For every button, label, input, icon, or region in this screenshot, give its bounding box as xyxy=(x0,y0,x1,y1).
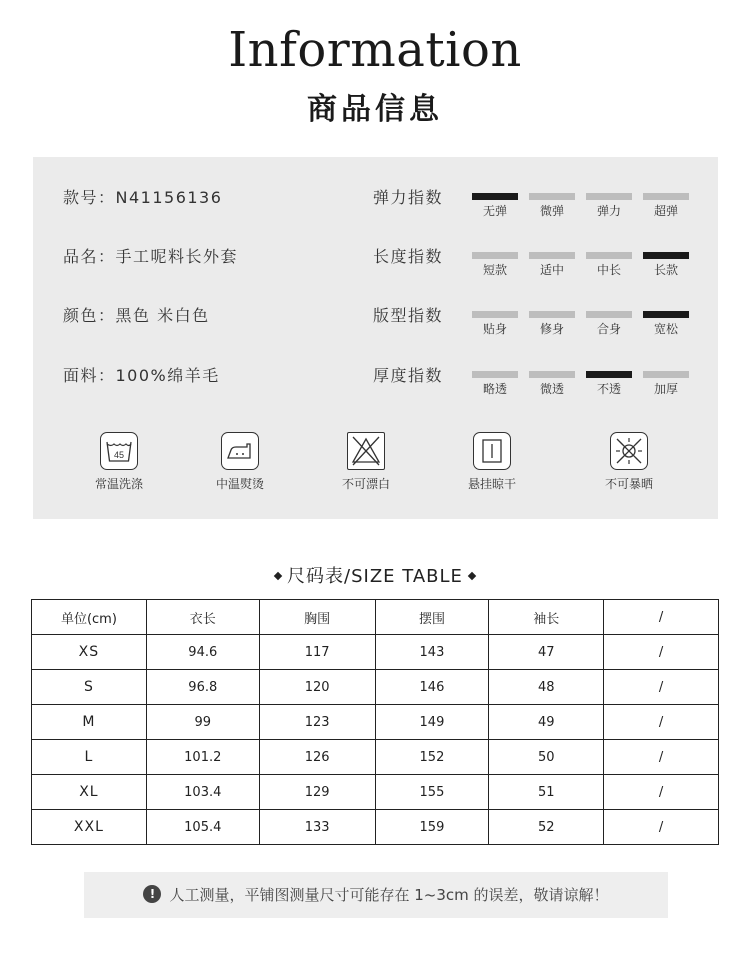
table-row xyxy=(32,635,719,670)
notice-text: 人工测量，平铺图测量尺寸可能存在 1~3cm 的误差，敬请谅解！ xyxy=(169,886,609,904)
length-index-label: 长度指数 xyxy=(373,247,444,266)
page-title-cn: 商品信息 xyxy=(307,92,443,127)
table-cell: 120 xyxy=(259,670,375,705)
table-header-row xyxy=(32,600,719,635)
info-row-elasticity xyxy=(33,187,718,227)
product-info-panel xyxy=(33,157,718,519)
scale-segment: 修身 xyxy=(529,311,575,337)
table-cell: 94.6 xyxy=(146,635,259,670)
table-cell: 123 xyxy=(259,705,375,740)
size-cell: XL xyxy=(32,775,147,810)
table-cell: 52 xyxy=(489,810,604,845)
scale-segment: 短款 xyxy=(472,252,518,278)
table-cell: 47 xyxy=(489,635,604,670)
care-label: 常温洗涤 xyxy=(94,477,143,491)
table-cell: 159 xyxy=(375,810,489,845)
style-number: 款号：N41156136 xyxy=(63,188,223,207)
header-cell: 胸围 xyxy=(259,600,375,635)
header-cell: 袖长 xyxy=(489,600,604,635)
info-row-fit xyxy=(33,305,718,345)
product-name: 品名：手工呢料长外套 xyxy=(63,247,239,266)
care-iron xyxy=(195,432,285,492)
fit-scale xyxy=(472,311,692,341)
thickness-index-label: 厚度指数 xyxy=(373,366,444,385)
no-sun-icon xyxy=(610,432,648,470)
svg-text:45: 45 xyxy=(113,450,125,460)
elasticity-index-label: 弹力指数 xyxy=(373,188,444,207)
diamond-icon xyxy=(274,571,282,579)
table-cell: 96.8 xyxy=(146,670,259,705)
table-cell: 51 xyxy=(489,775,604,810)
product-color: 颜色：黑色 米白色 xyxy=(63,306,210,325)
table-cell: / xyxy=(604,670,719,705)
table-cell: 152 xyxy=(375,740,489,775)
scale-segment: 无弹 xyxy=(472,193,518,219)
thickness-scale xyxy=(472,371,692,401)
scale-segment: 微弹 xyxy=(529,193,575,219)
scale-segment: 加厚 xyxy=(643,371,689,397)
table-cell: 155 xyxy=(375,775,489,810)
table-cell: 49 xyxy=(489,705,604,740)
hang-dry-icon xyxy=(473,432,511,470)
care-label: 不可暴晒 xyxy=(604,477,653,491)
size-cell: XXL xyxy=(32,810,147,845)
care-label: 中温熨烫 xyxy=(215,477,264,491)
size-table xyxy=(31,599,719,845)
scale-segment: 适中 xyxy=(529,252,575,278)
care-sun xyxy=(584,432,674,492)
table-cell: 143 xyxy=(375,635,489,670)
size-cell: L xyxy=(32,740,147,775)
table-cell: 117 xyxy=(259,635,375,670)
scale-segment: 宽松 xyxy=(643,311,689,337)
care-label: 不可漂白 xyxy=(341,477,390,491)
info-row-thickness xyxy=(33,365,718,405)
length-scale xyxy=(472,252,692,282)
table-cell: 146 xyxy=(375,670,489,705)
table-cell: 101.2 xyxy=(146,740,259,775)
fit-index-label: 版型指数 xyxy=(373,306,444,325)
measurement-notice xyxy=(84,872,668,918)
table-cell: 133 xyxy=(259,810,375,845)
exclamation-icon: ! xyxy=(143,885,161,903)
table-row xyxy=(32,705,719,740)
scale-segment: 贴身 xyxy=(472,311,518,337)
care-label: 悬挂晾干 xyxy=(467,477,516,491)
wash-45-icon xyxy=(100,432,138,470)
size-table-title: 尺码表/SIZE TABLE xyxy=(0,562,750,588)
iron-medium-icon xyxy=(221,432,259,470)
table-cell: 149 xyxy=(375,705,489,740)
table-cell: 103.4 xyxy=(146,775,259,810)
table-cell: / xyxy=(604,810,719,845)
elasticity-scale xyxy=(472,193,692,223)
header-cell: / xyxy=(604,600,719,635)
table-row xyxy=(32,670,719,705)
size-cell: S xyxy=(32,670,147,705)
product-fabric: 面料：100%绵羊毛 xyxy=(63,366,220,385)
table-cell: / xyxy=(604,635,719,670)
scale-segment: 超弹 xyxy=(643,193,689,219)
scale-segment: 略透 xyxy=(472,371,518,397)
table-cell: 105.4 xyxy=(146,810,259,845)
table-cell: 99 xyxy=(146,705,259,740)
no-bleach-icon xyxy=(347,432,385,470)
scale-segment: 长款 xyxy=(643,252,689,278)
table-cell: 129 xyxy=(259,775,375,810)
info-row-length xyxy=(33,246,718,286)
table-cell: / xyxy=(604,775,719,810)
scale-segment: 微透 xyxy=(529,371,575,397)
table-cell: / xyxy=(604,705,719,740)
table-row xyxy=(32,775,719,810)
header-cell: 单位(cm) xyxy=(32,600,147,635)
table-cell: 48 xyxy=(489,670,604,705)
scale-segment: 不透 xyxy=(586,371,632,397)
size-cell: M xyxy=(32,705,147,740)
table-cell: 50 xyxy=(489,740,604,775)
header-cell: 衣长 xyxy=(146,600,259,635)
scale-segment: 弹力 xyxy=(586,193,632,219)
diamond-icon xyxy=(468,571,476,579)
table-row xyxy=(32,740,719,775)
scale-segment: 合身 xyxy=(586,311,632,337)
care-wash xyxy=(74,432,164,492)
scale-segment: 中长 xyxy=(586,252,632,278)
page-title-en: Information xyxy=(228,22,522,78)
care-hang xyxy=(447,432,537,492)
table-cell: / xyxy=(604,740,719,775)
care-bleach xyxy=(321,432,411,492)
table-row xyxy=(32,810,719,845)
size-cell: XS xyxy=(32,635,147,670)
header-cell: 摆围 xyxy=(375,600,489,635)
table-cell: 126 xyxy=(259,740,375,775)
